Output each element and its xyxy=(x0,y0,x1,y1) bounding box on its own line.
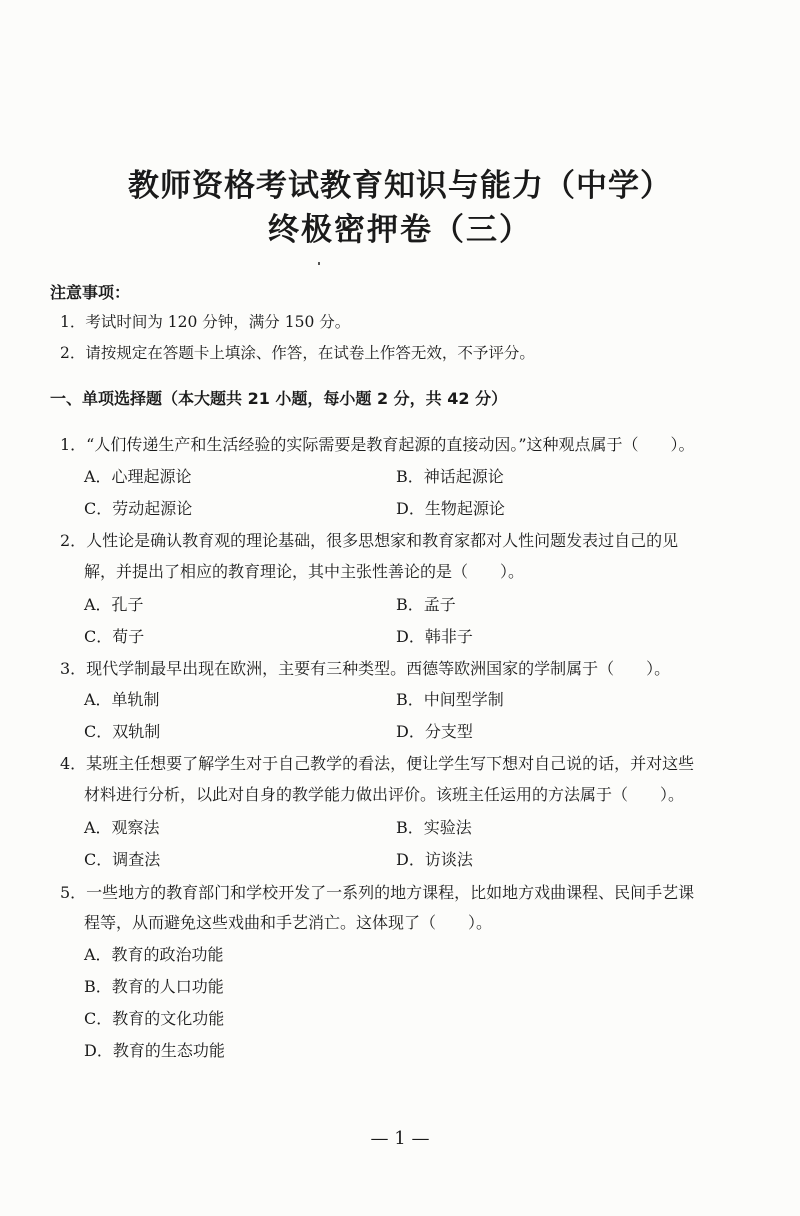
question-5-option-d: D．教育的生态功能 xyxy=(84,1041,225,1060)
question-2-option-d: D．韩非子 xyxy=(396,627,473,646)
question-1-stem: 1．“人们传递生产和生活经验的实际需要是教育起源的直接动因。”这种观点属于（ ）。 xyxy=(60,435,695,454)
question-3-stem: 3．现代学制最早出现在欧洲，主要有三种类型。西德等欧洲国家的学制属于（ ）。 xyxy=(60,659,671,678)
section-heading: 一、单项选择题（本大题共 21 小题，每小题 2 分，共 42 分） xyxy=(50,389,508,408)
notice-item: 2．请按规定在答题卡上填涂、作答，在试卷上作答无效，不予评分。 xyxy=(60,344,535,362)
question-2-option-b: B．孟子 xyxy=(396,595,456,614)
notice-heading: 注意事项： xyxy=(50,283,131,302)
question-2-stem-cont: 解，并提出了相应的教育理论，其中主张性善论的是（ ）。 xyxy=(84,562,525,581)
notice-item: 1．考试时间为 120 分钟，满分 150 分。 xyxy=(60,313,351,331)
question-4-option-a: A．观察法 xyxy=(84,818,160,837)
question-2-stem: 2．人性论是确认教育观的理论基础，很多思想家和教育家都对人性问题发表过自己的见 xyxy=(60,531,679,550)
question-1-option-d: D．生物起源论 xyxy=(396,499,505,518)
question-5-stem: 5．一些地方的教育部门和学校开发了一系列的地方课程，比如地方戏曲课程、民间手艺课 xyxy=(60,883,695,902)
question-3-option-d: D．分支型 xyxy=(396,722,473,741)
question-5-option-a: A．教育的政治功能 xyxy=(84,945,224,964)
question-2-option-c: C．荀子 xyxy=(84,627,145,646)
scan-speck xyxy=(318,262,320,265)
question-5-option-c: C．教育的文化功能 xyxy=(84,1009,225,1028)
question-4-option-c: C．调查法 xyxy=(84,850,161,869)
question-3-option-b: B．中间型学制 xyxy=(396,690,504,709)
question-4-option-d: D．访谈法 xyxy=(396,850,473,869)
question-1-option-a: A．心理起源论 xyxy=(84,467,192,486)
question-1-option-b: B．神话起源论 xyxy=(396,467,504,486)
question-3-option-a: A．单轨制 xyxy=(84,690,160,709)
question-4-option-b: B．实验法 xyxy=(396,818,472,837)
question-4-stem-cont: 材料进行分析，以此对自身的教学能力做出评价。该班主任运用的方法属于（ ）。 xyxy=(84,785,685,804)
question-5-stem-cont: 程等，从而避免这些戏曲和手艺消亡。这体现了（ ）。 xyxy=(84,913,493,932)
question-3-option-c: C．双轨制 xyxy=(84,722,161,741)
exam-subtitle: 终极密押卷（三） xyxy=(268,212,532,248)
question-2-option-a: A．孔子 xyxy=(84,595,144,614)
exam-title: 教师资格考试教育知识与能力（中学） xyxy=(128,168,672,204)
question-1-option-c: C．劳动起源论 xyxy=(84,499,193,518)
question-5-option-b: B．教育的人口功能 xyxy=(84,977,224,996)
page-number: — 1 — xyxy=(370,1128,430,1149)
question-4-stem: 4．某班主任想要了解学生对于自己教学的看法，便让学生写下想对自己说的话，并对这些 xyxy=(60,754,695,773)
